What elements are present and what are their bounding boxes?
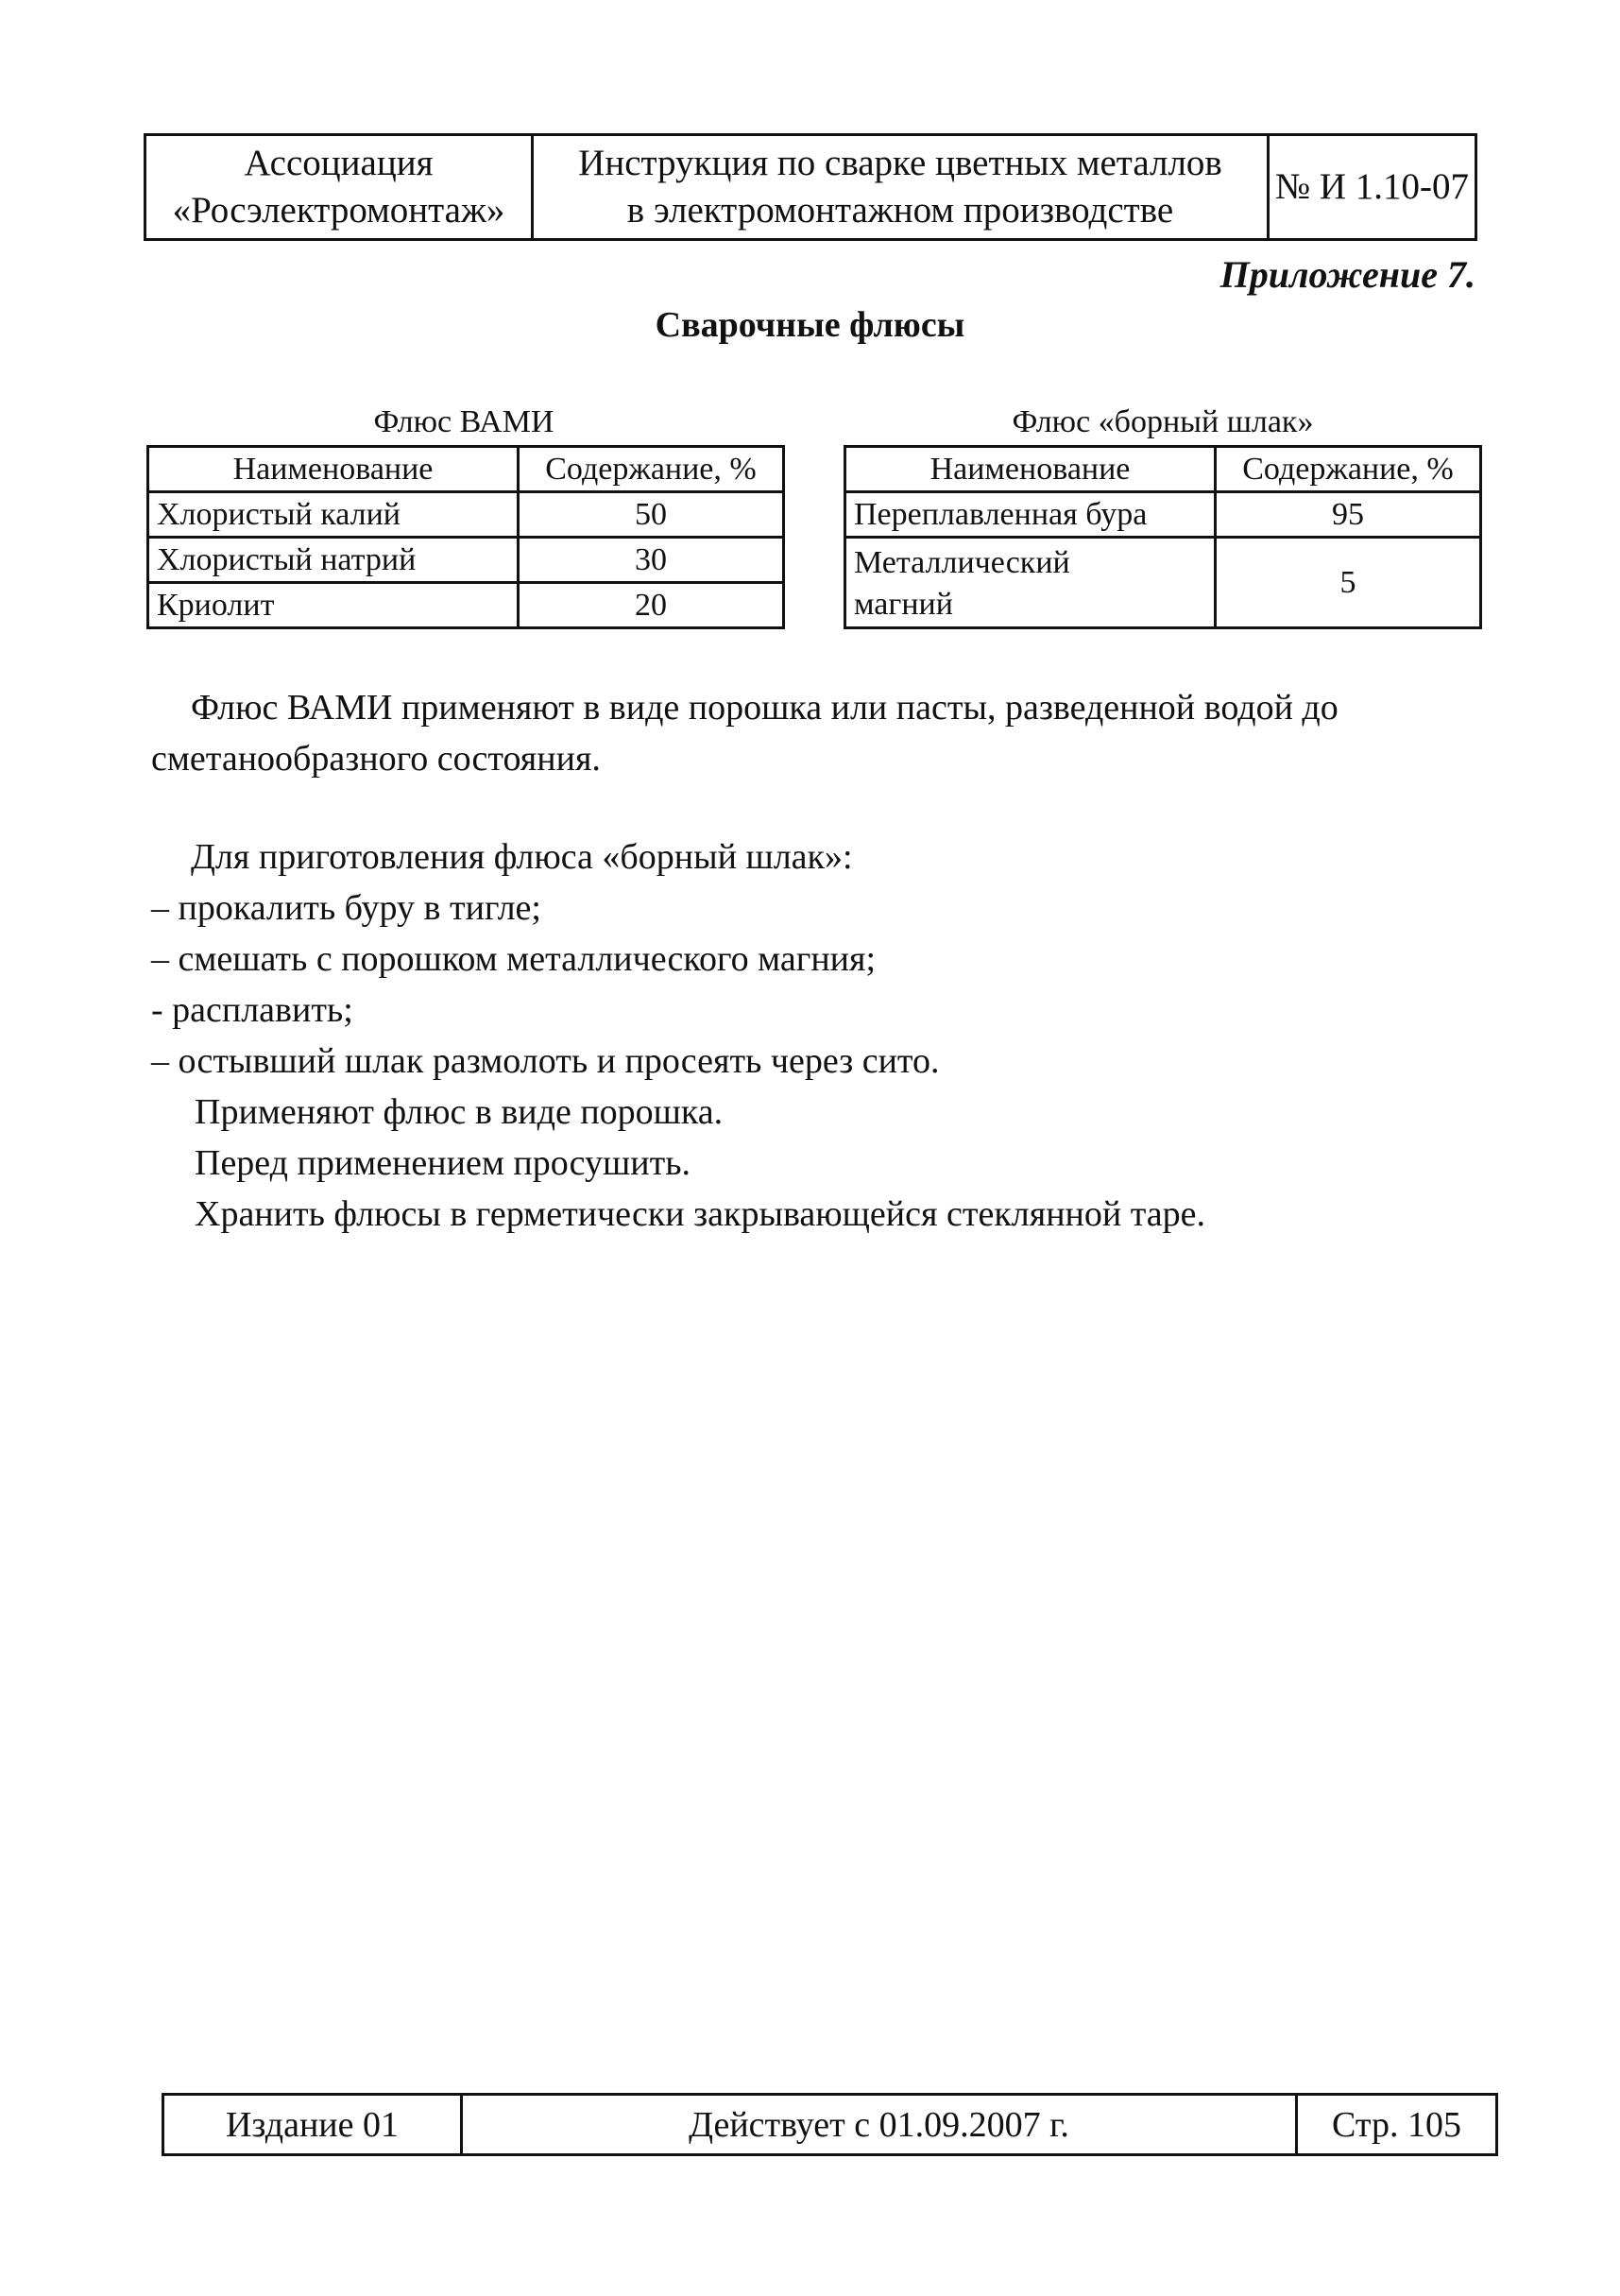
component-content: 50 xyxy=(519,492,784,538)
table-vami xyxy=(146,445,785,629)
table-row xyxy=(148,538,784,583)
prep-step: - расплавить; xyxy=(151,990,353,1030)
edition-label: Издание 01 xyxy=(225,2104,399,2145)
note-line: Хранить флюсы в герметически закрывающейся стеклянной таре. xyxy=(195,1194,1206,1234)
organization-line-2: «Росэлектромонтаж» xyxy=(172,190,505,231)
prep-step: – прокалить буру в тигле; xyxy=(151,888,541,928)
table-row xyxy=(148,492,784,538)
organization-cell xyxy=(146,136,534,238)
note-line: Перед применением просушить. xyxy=(195,1143,691,1183)
component-content: 20 xyxy=(519,583,784,628)
table-row xyxy=(148,583,784,628)
column-header-name: Наименование xyxy=(148,447,519,492)
component-name: Хлористый натрий xyxy=(148,538,519,583)
document-number-cell xyxy=(1270,136,1475,238)
appendix-label: Приложение 7. xyxy=(1219,253,1475,296)
component-content: 95 xyxy=(1216,492,1481,538)
document-title-cell xyxy=(534,136,1270,238)
organization-line-1: Ассоциация xyxy=(244,143,434,183)
prep-step: – смешать с порошком металлического магния; xyxy=(151,939,877,979)
page-number: Стр. 105 xyxy=(1332,2104,1461,2145)
document-title-line-1: Инструкция по сварке цветных металлов xyxy=(578,143,1222,183)
component-name-line-2: магний xyxy=(854,586,953,622)
edition-cell xyxy=(164,2096,463,2153)
component-content: 5 xyxy=(1216,538,1481,628)
column-header-content: Содержание, % xyxy=(1216,447,1481,492)
component-content: 30 xyxy=(519,538,784,583)
table-boron-caption: Флюс «борный шлак» xyxy=(1012,404,1314,439)
table-header-row xyxy=(148,447,784,492)
component-name: Переплавленная бура xyxy=(845,492,1216,538)
valid-from-label: Действует с 01.09.2007 г. xyxy=(689,2104,1069,2145)
document-title-line-2: в электромонтажном производстве xyxy=(626,190,1174,231)
page-number-cell xyxy=(1298,2096,1495,2153)
table-header-row xyxy=(845,447,1481,492)
document-number: № И 1.10-07 xyxy=(1274,166,1470,207)
header-table xyxy=(144,133,1477,241)
table-vami-caption: Флюс ВАМИ xyxy=(373,404,554,439)
footer-table xyxy=(162,2093,1498,2156)
component-name xyxy=(845,538,1216,628)
prep-intro: Для приготовления флюса «борный шлак»: xyxy=(191,837,853,877)
table-boron-slag xyxy=(844,445,1482,629)
valid-from-cell xyxy=(463,2096,1298,2153)
component-name-line-1: Металлический xyxy=(854,544,1070,580)
column-header-content: Содержание, % xyxy=(519,447,784,492)
note-line: Применяют флюс в виде порошка. xyxy=(195,1092,724,1132)
component-name: Хлористый калий xyxy=(148,492,519,538)
paragraph-vami-usage: Флюс ВАМИ применяют в виде порошка или пасты, разведенной водой до сметанообразного состояния. xyxy=(151,688,1339,779)
column-header-name: Наименование xyxy=(845,447,1216,492)
prep-step: – остывший шлак размолоть и просеять через сито. xyxy=(151,1041,940,1081)
component-name: Криолит xyxy=(148,583,519,628)
table-row xyxy=(845,538,1481,628)
page-title: Сварочные флюсы xyxy=(655,305,965,345)
table-row xyxy=(845,492,1481,538)
